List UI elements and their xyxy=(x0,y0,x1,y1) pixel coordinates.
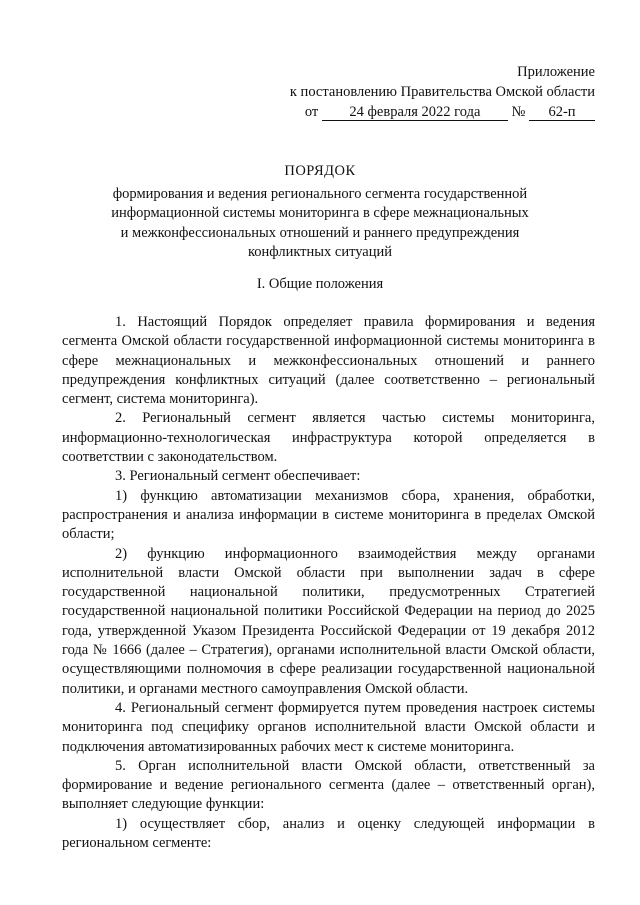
document-title xyxy=(0,162,640,263)
paragraph: 1) осуществляет сбор, анализ и оценку следующей информации в региональном сегменте: xyxy=(62,815,595,852)
title-line-2: информационной системы мониторинга в сфере межнациональных xyxy=(111,205,529,221)
document-body xyxy=(62,313,595,853)
resolution-number: 62-п xyxy=(529,105,595,121)
title-line-3: и межконфессиональных отношений и раннего предупреждения xyxy=(120,224,520,241)
title-line-1: формирования и ведения регионального сегмента государственной xyxy=(112,185,528,202)
paragraph: 1. Настоящий Порядок определяет правила формирования и ведения сегмента Омской области государственной информационной системы мониторинга в сфере межнациональных и межконфессиональных отношений и раннего предупреждения конфликтных ситуаций (далее соответственно – региональный сегмент, система мониторинга). xyxy=(62,314,595,408)
number-label: № xyxy=(511,104,526,120)
paragraph: 2) функцию информационного взаимодействия между органами исполнительной власти Омской области при выполнении задач в сфере государственной национальной политики, предусмотренных Стратегией государственной национальной политики Российской Федерации на период до 2025 года, утвержденной Указом Президента Российской Федерации от 19 декабря 2012 года № 1666 (далее – Стратегия), органами исполнительной власти Омской области, осуществляющими полномочия в сфере реализации государственной национальной политики, и органами местного самоуправления Омской области. xyxy=(62,545,595,697)
from-label: от xyxy=(304,104,319,120)
appendix-date-number xyxy=(290,102,595,122)
paragraph: 5. Орган исполнительной власти Омской области, ответственный за формирование и ведение регионального сегмента (далее – ответственный орган), выполняет следующие функции: xyxy=(62,757,595,813)
section-heading: I. Общие положения xyxy=(256,276,384,292)
title-word: ПОРЯДОК xyxy=(284,163,356,179)
appendix-label: Приложение xyxy=(517,64,595,80)
paragraph: 3. Региональный сегмент обеспечивает: xyxy=(115,468,361,485)
resolution-date: 24 февраля 2022 года xyxy=(322,105,508,121)
paragraph: 4. Региональный сегмент формируется путем проведения настроек системы мониторинга под специфику органов исполнительной власти Омской области и подключения автоматизированных рабочих мест к системе мониторинга. xyxy=(62,699,595,755)
appendix-reference: к постановлению Правительства Омской области xyxy=(289,84,595,100)
paragraph: 1) функцию автоматизации механизмов сбора, хранения, обработки, распространения и анализа информации в системе мониторинга в пределах Омской области; xyxy=(62,487,595,543)
title-line-4: конфликтных ситуаций xyxy=(247,244,393,260)
paragraph: 2. Региональный сегмент является частью системы мониторинга, информационно-технологическая инфраструктура которой определяется в соответствии с законодательством. xyxy=(62,410,595,466)
appendix-block xyxy=(290,62,595,122)
